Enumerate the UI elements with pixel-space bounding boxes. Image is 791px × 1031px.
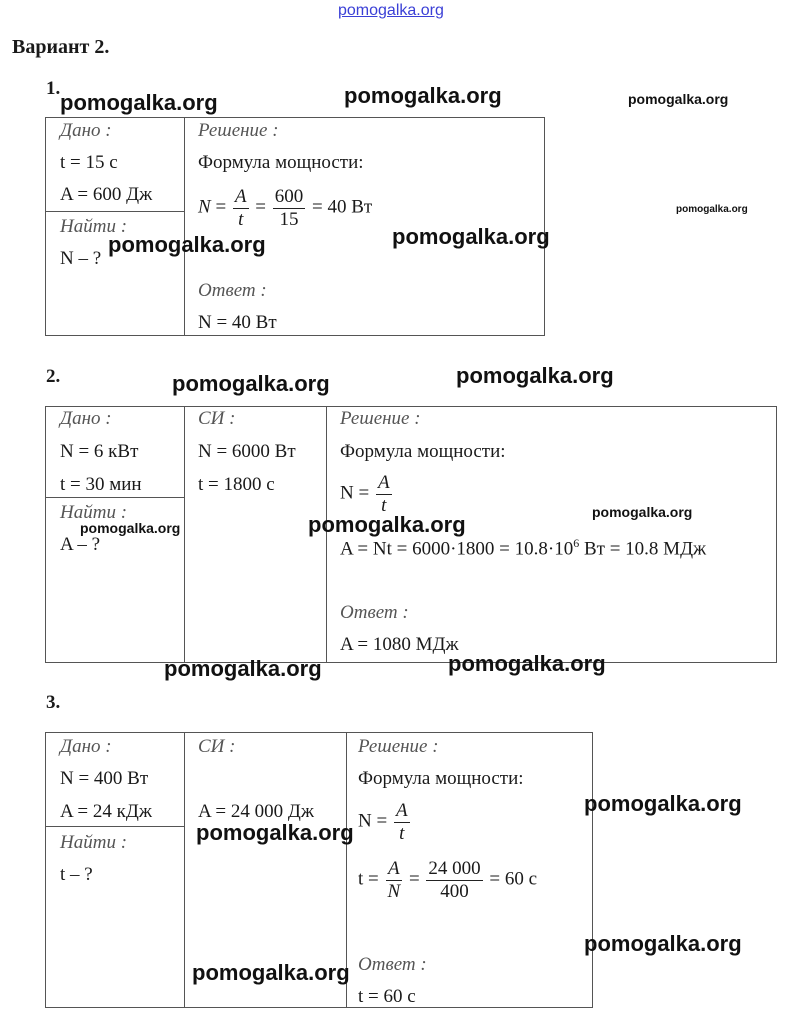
given-label: Дано :: [60, 120, 112, 141]
given-label: Дано :: [60, 408, 112, 429]
power-formula: N = $\frac{A}{t}$ = $\frac{600}{15}$ = 40 Вт: [198, 186, 373, 230]
find-value: N – ?: [60, 248, 102, 269]
fraction-a-over-t: $\frac{A}{t}$: [234, 186, 247, 230]
work-calculation: $A = Nt = 6000\cdot 1800 = 10.8\cdot 10^6$ Вт = 10.8 МДж: [340, 536, 707, 560]
si-label: СИ :: [198, 408, 236, 429]
fraction-a-over-n: $\frac{A}{N}$: [387, 858, 401, 902]
solution-label: Решение :: [358, 736, 439, 757]
watermark: pomogalka.org: [196, 820, 354, 845]
watermark: pomogalka.org: [108, 232, 266, 257]
formula-label: Формула мощности:: [340, 441, 506, 462]
find-value: t – ?: [60, 864, 93, 885]
given-power: N = 6 кВт: [60, 441, 139, 462]
watermark: pomogalka.org: [344, 83, 502, 108]
symbol-n: N: [198, 196, 211, 218]
watermark: pomogalka.org: [60, 90, 218, 115]
watermark: pomogalka.org: [448, 651, 606, 676]
result: = 60 с: [489, 868, 538, 890]
fraction-a-over-t: $\frac{A}{t}$: [395, 800, 408, 844]
problem-2-number: 2.: [46, 366, 61, 387]
given-time: t = 30 мин: [60, 474, 142, 495]
fraction-values: $\frac{600}{15}$: [274, 186, 304, 230]
watermark: pomogalka.org: [584, 931, 742, 956]
watermark: pomogalka.org: [192, 960, 350, 985]
given-time: t = 15 с: [60, 152, 118, 173]
given-work: A = 600 Дж: [60, 184, 153, 205]
page-title: Вариант 2.: [12, 36, 110, 58]
find-label: Найти :: [60, 832, 128, 853]
formula-label: Формула мощности:: [198, 152, 364, 173]
given-power: N = 400 Вт: [60, 768, 149, 789]
watermark: pomogalka.org: [80, 520, 181, 536]
formula-label: Формула мощности:: [358, 768, 524, 789]
watermark: pomogalka.org: [308, 512, 466, 537]
fraction-values: $\frac{24 000}{400}$: [428, 858, 481, 902]
watermark: pomogalka.org: [628, 91, 729, 107]
result: = 40 Вт: [311, 196, 373, 218]
find-label: Найти :: [60, 216, 128, 237]
si-power: N = 6000 Вт: [198, 441, 296, 462]
given-label: Дано :: [60, 736, 112, 757]
answer-label: Ответ :: [340, 602, 409, 623]
watermark: pomogalka.org: [172, 371, 330, 396]
time-calculation: t = $\frac{A}{N}$ = $\frac{24 000}{400}$ = 60 с: [358, 858, 538, 902]
problem-3-number: 3.: [46, 692, 61, 713]
find-label: Найти :: [60, 502, 128, 523]
watermark: pomogalka.org: [584, 791, 742, 816]
answer-label: Ответ :: [198, 280, 267, 301]
given-work: A = 24 кДж: [60, 801, 152, 822]
watermark: pomogalka.org: [592, 504, 693, 520]
answer-label: Ответ :: [358, 954, 427, 975]
find-value: A – ?: [60, 534, 101, 555]
answer-value: N = 40 Вт: [198, 312, 277, 333]
solution-label: Решение :: [198, 120, 279, 141]
solution-label: Решение :: [340, 408, 421, 429]
watermark: pomogalka.org: [456, 363, 614, 388]
watermark: pomogalka.org: [392, 224, 550, 249]
site-link[interactable]: pomogalka.org: [338, 2, 444, 19]
answer-value: A = 1080 МДж: [340, 634, 459, 655]
power-formula: N = $\frac{A}{t}$: [358, 800, 408, 844]
power-formula: N = $\frac{A}{t}$: [340, 472, 390, 516]
answer-value: t = 60 с: [358, 986, 416, 1007]
watermark: pomogalka.org: [676, 204, 748, 215]
si-work: A = 24 000 Дж: [198, 801, 314, 822]
fraction-a-over-t: $\frac{A}{t}$: [377, 472, 390, 516]
si-label: СИ :: [198, 736, 236, 757]
problem-1-number: 1.: [46, 78, 61, 99]
watermark: pomogalka.org: [164, 656, 322, 681]
si-time: t = 1800 с: [198, 474, 275, 495]
